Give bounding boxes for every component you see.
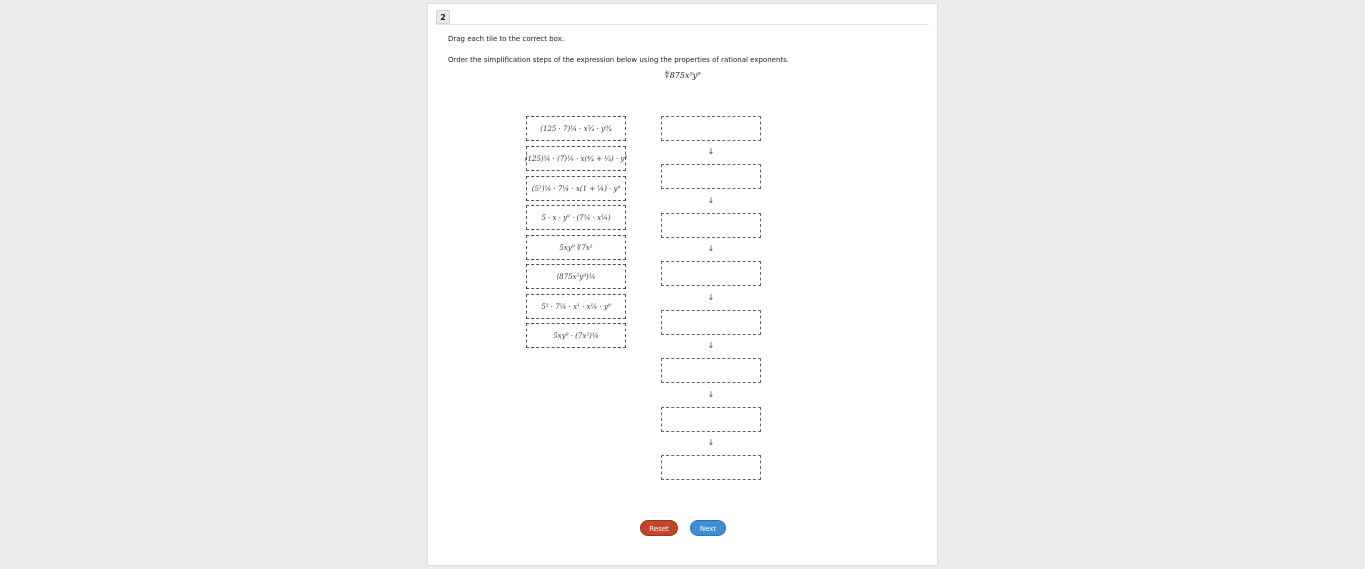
instruction-text: Drag each tile to the correct box. [448,35,565,43]
tile-7[interactable]: 5¹ · 7¼ · x¹ · x¼ · y⁹ [526,294,626,319]
tile-5[interactable]: 5xy⁹ ∜7x² [526,235,626,260]
drop-box-7[interactable] [661,407,761,432]
drop-box-5[interactable] [661,310,761,335]
drop-box-8[interactable] [661,455,761,480]
arrow-down-icon: ↓ [707,147,715,156]
tile-8[interactable]: 5xy⁹ · (7x²)¼ [526,323,626,348]
arrow-down-icon: ↓ [707,438,715,447]
tile-2[interactable]: (125)¼ · (7)¼ · x(⁴⁄₄ + ¹⁄₄) · y⁹ [526,146,626,171]
next-button[interactable]: Next [690,520,726,536]
tile-1[interactable]: (125 · 7)¼ · x⁵⁄₄ · y⁹⁄₄ [526,116,626,141]
tile-3[interactable]: (5³)¼ · 7¼ · x(1 + ¼) · y⁹ [526,176,626,201]
arrow-down-icon: ↓ [707,390,715,399]
arrow-down-icon: ↓ [707,341,715,350]
question-text: Order the simplification steps of the expression below using the properties of rational exponents. [448,56,790,64]
reset-button[interactable]: Reset [640,520,678,536]
arrow-down-icon: ↓ [707,293,715,302]
drop-box-4[interactable] [661,261,761,286]
drop-box-6[interactable] [661,358,761,383]
question-number: 2 [436,10,450,24]
drop-box-2[interactable] [661,164,761,189]
divider [436,24,929,25]
target-expression: ∜875x⁵y⁹ [664,71,701,80]
tile-6[interactable]: (875x⁵y⁹)¼ [526,264,626,289]
drop-box-3[interactable] [661,213,761,238]
drop-box-1[interactable] [661,116,761,141]
question-card [427,3,938,566]
arrow-down-icon: ↓ [707,244,715,253]
tile-4[interactable]: 5 · x · y⁹ · (7¼ · x¼) [526,205,626,230]
arrow-down-icon: ↓ [707,196,715,205]
